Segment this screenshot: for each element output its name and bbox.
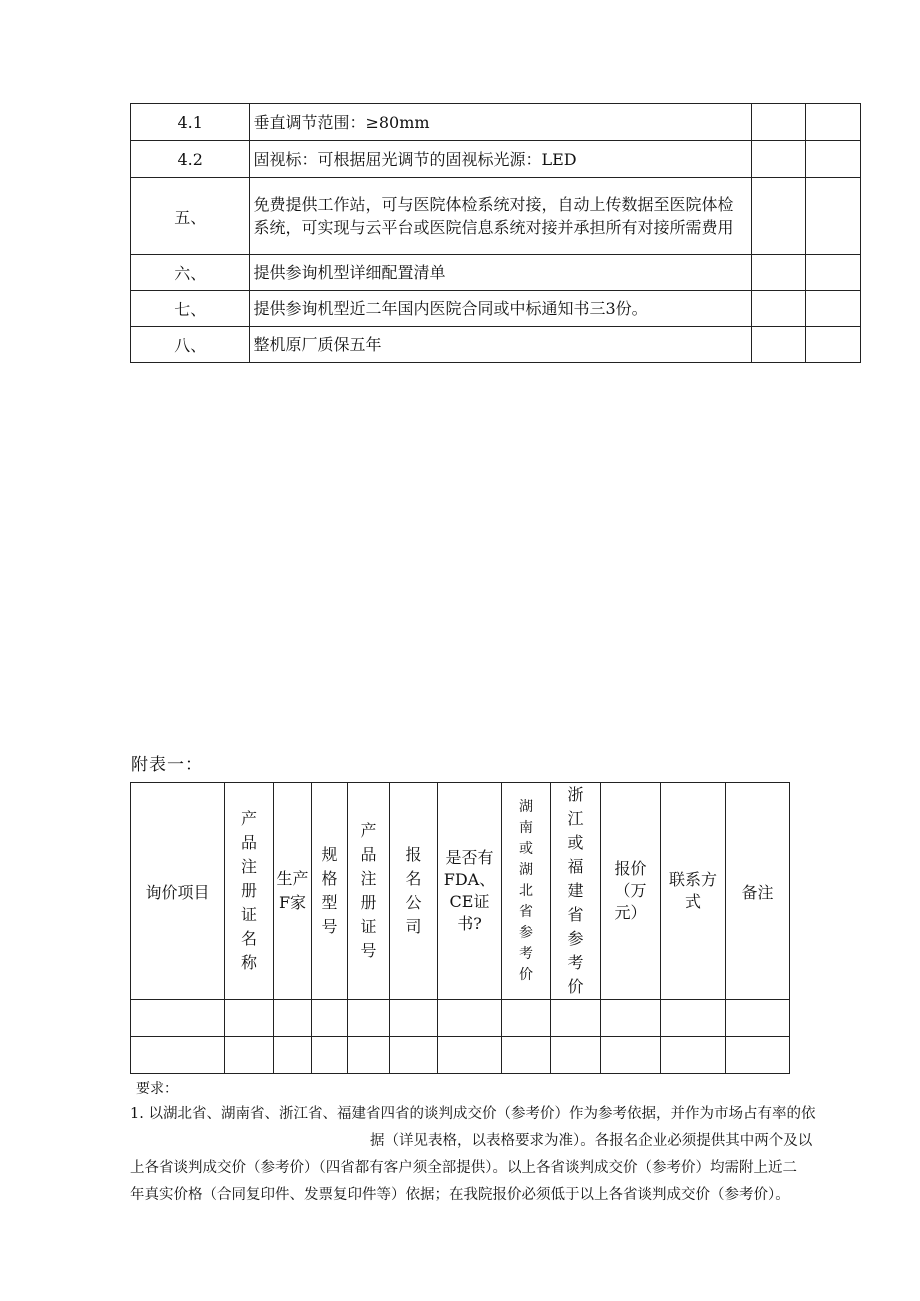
cell[interactable] xyxy=(348,1037,390,1074)
cell[interactable] xyxy=(601,1037,661,1074)
cell[interactable] xyxy=(726,1000,790,1037)
row-number: 4.2 xyxy=(131,141,250,178)
cell[interactable] xyxy=(225,1037,274,1074)
table-row xyxy=(131,291,861,327)
header-price xyxy=(601,783,661,1000)
requirements-line: 上各省谈判成交价（参考价）（四省都有客户须全部提供）。以上各省谈判成交价（参考价）均需附上近二 xyxy=(130,1160,797,1176)
row-number: 八、 xyxy=(131,327,250,363)
cell[interactable] xyxy=(551,1000,601,1037)
header-item: 询价项目 xyxy=(131,783,225,1000)
header-contact-text: 联系方式 xyxy=(668,870,717,911)
cell[interactable] xyxy=(661,1000,726,1037)
cell[interactable] xyxy=(274,1000,312,1037)
table-row xyxy=(131,255,861,291)
row-number: 七、 xyxy=(131,291,250,327)
table-row xyxy=(131,178,861,255)
header-manufacturer xyxy=(274,783,312,1000)
row-description: 提供参询机型近二年国内医院合同或中标通知书三3份。 xyxy=(250,291,751,327)
header-fda-ce-text: 是否有FDA、CE证书? xyxy=(443,848,496,933)
table-row xyxy=(131,104,861,141)
spec-table xyxy=(130,103,861,363)
cell[interactable] xyxy=(131,1037,225,1074)
header-model xyxy=(312,783,348,1000)
requirements-text xyxy=(130,1101,870,1209)
blank-cell xyxy=(751,141,806,178)
row-description: 固视标：可根据屈光调节的固视标光源：LED xyxy=(250,141,751,178)
header-model-text: 规格型号 xyxy=(321,845,338,936)
cell[interactable] xyxy=(661,1037,726,1074)
header-reg-name-text: 产品注册证名称 xyxy=(241,809,258,972)
header-manufacturer-text: 生产F家 xyxy=(276,869,309,912)
blank-cell xyxy=(751,104,806,141)
header-row xyxy=(131,783,790,1000)
appendix-label: 附表一： xyxy=(131,755,203,775)
row-number: 六、 xyxy=(131,255,250,291)
header-company xyxy=(390,783,438,1000)
row-number: 五、 xyxy=(131,178,250,255)
cell[interactable] xyxy=(312,1037,348,1074)
blank-cell xyxy=(806,178,861,255)
blank-cell xyxy=(751,255,806,291)
header-fda-ce xyxy=(438,783,502,1000)
cell[interactable] xyxy=(502,1000,551,1037)
inquiry-table xyxy=(130,782,790,1074)
row-description: 提供参询机型详细配置清单 xyxy=(250,255,751,291)
table-row xyxy=(131,1000,790,1037)
cell[interactable] xyxy=(438,1037,502,1074)
cell[interactable] xyxy=(726,1037,790,1074)
cell[interactable] xyxy=(348,1000,390,1037)
row-description: 整机原厂质保五年 xyxy=(250,327,751,363)
row-number: 4.1 xyxy=(131,104,250,141)
table-row xyxy=(131,1037,790,1074)
requirements-line: 年真实价格（合同复印件、发票复印件等）依据；在我院报价必须低于以上各省谈判成交价（参考价）。 xyxy=(130,1187,790,1203)
blank-cell xyxy=(751,327,806,363)
cell[interactable] xyxy=(551,1037,601,1074)
header-remark: 备注 xyxy=(726,783,790,1000)
cell[interactable] xyxy=(502,1037,551,1074)
header-zhejiang-fujian-text: 浙江或福建省参考价 xyxy=(567,785,584,996)
cell[interactable] xyxy=(601,1000,661,1037)
blank-cell xyxy=(751,178,806,255)
row-description: 免费提供工作站，可与医院体检系统对接，自动上传数据至医院体检系统，可实现与云平台或医院信息系统对接并承担所有对接所需费用 xyxy=(250,178,751,255)
requirements-line: 1. 以湖北省、湖南省、浙江省、福建省四省的谈判成交价（参考价）作为参考依据，并作为市场占有率的依 xyxy=(130,1106,816,1122)
header-hunan-hubei xyxy=(502,783,551,1000)
cell[interactable] xyxy=(131,1000,225,1037)
header-reg-no xyxy=(348,783,390,1000)
blank-cell xyxy=(806,104,861,141)
header-contact xyxy=(661,783,726,1000)
row-description: 垂直调节范围：≥80mm xyxy=(250,104,751,141)
header-hunan-hubei-text: 湖南或湖北省参考价 xyxy=(519,798,533,983)
header-zhejiang-fujian xyxy=(551,783,601,1000)
blank-cell xyxy=(806,327,861,363)
header-company-text: 报名公司 xyxy=(405,845,422,936)
cell[interactable] xyxy=(312,1000,348,1037)
header-reg-no-text: 产品注册证号 xyxy=(360,821,377,960)
blank-cell xyxy=(751,291,806,327)
table-row xyxy=(131,141,861,178)
cell[interactable] xyxy=(390,1000,438,1037)
table-row xyxy=(131,327,861,363)
header-price-text: 报价（万元） xyxy=(614,859,647,922)
requirements-title: 要求： xyxy=(136,1081,178,1097)
blank-cell xyxy=(806,291,861,327)
cell[interactable] xyxy=(390,1037,438,1074)
requirements-line: 据（详见表格，以表格要求为准）。各报名企业必须提供其中两个及以 xyxy=(370,1133,813,1149)
blank-cell xyxy=(806,141,861,178)
cell[interactable] xyxy=(225,1000,274,1037)
header-reg-name xyxy=(225,783,274,1000)
cell[interactable] xyxy=(274,1037,312,1074)
blank-cell xyxy=(806,255,861,291)
cell[interactable] xyxy=(438,1000,502,1037)
